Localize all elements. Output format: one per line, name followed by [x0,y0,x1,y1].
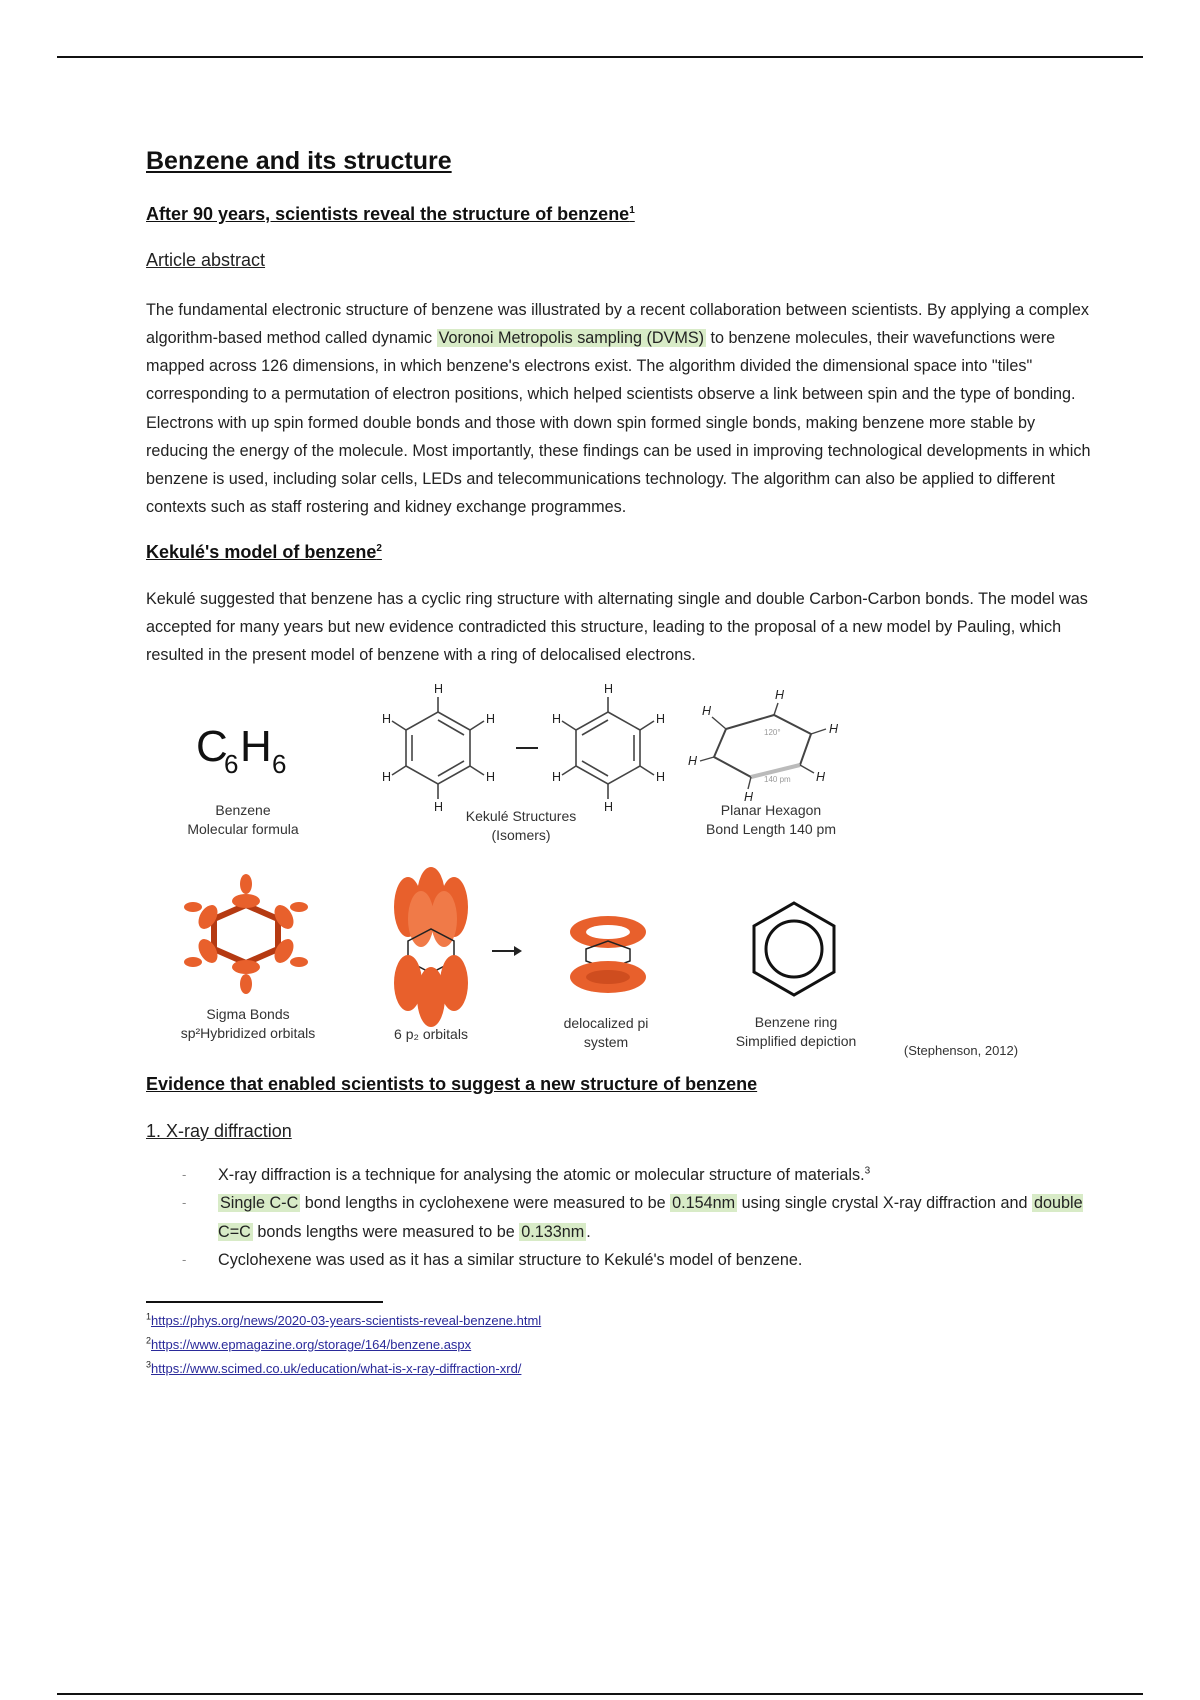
svg-text:H: H [434,682,444,697]
svg-text:H: H [486,770,496,785]
molecular-formula [196,722,286,779]
kekule-heading: Kekulé's model of benzene$^2$ [146,542,382,563]
svg-text:120°: 120° [764,728,781,738]
kekule-paragraph: Kekulé suggested that benzene has a cyclic ring structure with alternating single and double Carbon-Carbon bonds. The model was accepted for many years but new evidence contradicted this structure, leading to the proposal of a new model by Pauling, which resulted in the present model of benzene with a ring of delocalised electrons. [146,589,1088,665]
sigma-caption: Sigma Bonds sp²Hybridized orbitals [180,1006,316,1042]
dvms-highlight: Voronoi Metropolis sampling (DVMS) [438,328,705,347]
svg-text:H: H [552,770,562,785]
svg-text:H: H [240,722,272,772]
footnote-link-1[interactable]: https://phys.org/news/2020-03-years-scientists-reveal-benzene.html [151,1313,542,1328]
abstract-paragraph: The fundamental electronic structure of benzene was illustrated by a recent collaboration between scientists. By applying a complex algorithm-based method called dynamic Voronoi Metropolis sampling (DVMS) to benzene molecules, their wavefunctions were mapped across 126 dimensions, in which benzene's electrons exist. The algorithm divided the dimensional space into "tiles" corresponding to a permutation of electron positions, which helped scientists observe a link between spin and the type of bonding. Electrons with up spin formed double bonds and those with down spin formed single bonds, making benzene more stable by reducing the energy of the molecule. Most importantly, these findings can be used in improving technological developments in which benzene is used, including solar cells, LEDs and telecommunications technology. The algorithm can also be applied to different contexts such as staff rostering and kidney exchange programmes. [146,300,1091,517]
benzene-figure [146,679,1092,1071]
footer-rule [57,1693,1143,1695]
evidence-heading: Evidence that enabled scientists to suggest a new structure of benzene [146,1074,758,1095]
svg-text:H: H [486,712,496,727]
svg-text:6: 6 [272,749,287,780]
xray-bullet-list [146,1161,1092,1274]
svg-text:H: H [744,790,754,805]
sigma-bonds-diagram [184,874,308,994]
p-orbitals-diagram [394,867,468,1027]
svg-text:H: H [604,800,614,815]
pi-system-caption: delocalized pi system [563,1015,649,1051]
hexagon-caption: Planar Hexagon Bond Length 140 pm [706,802,836,838]
footnote-separator [146,1301,383,1303]
planar-hexagon [688,688,839,804]
kekule-caption: Kekulé Structures (Isomers) [465,808,577,844]
figure-citation: (Stephenson, 2012) [903,1043,1019,1059]
delocalization-arrow [492,946,522,956]
svg-text:H: H [829,722,839,737]
document-body [146,146,1092,1381]
svg-text:H: H [382,712,392,727]
svg-text:C: C [196,722,228,772]
svg-text:140 pm: 140 pm [764,775,791,785]
svg-text:H: H [552,712,562,727]
svg-text:H: H [775,688,785,703]
list-item: - X-ray diffraction is a technique for analysing the atomic or molecular structure of materials.$^3$ [146,1161,1092,1189]
kekule-structure-left [392,697,484,799]
svg-text:H: H [434,800,444,815]
p-orbitals-caption: 6 p₂ orbitals [394,1026,468,1043]
article-heading: After 90 years, scientists reveal the structure of benzene$^1$ [146,204,635,224]
footnote-3: $^3$https://www.scimed.co.uk/education/what-is-x-ray-diffraction-xrd/ [146,1359,522,1376]
svg-text:6: 6 [224,749,239,780]
pi-system-diagram [570,916,646,993]
ring-caption: Benzene ring Simplified depiction [735,1014,857,1050]
svg-text:H: H [702,704,712,719]
svg-text:H: H [656,770,666,785]
header-rule [57,56,1143,58]
svg-text:H: H [816,770,826,785]
formula-caption: Benzene Molecular formula [187,802,299,838]
footnote-link-3[interactable]: https://www.scimed.co.uk/education/what-is-x-ray-diffraction-xrd/ [151,1361,522,1376]
kekule-structure-right [562,697,654,799]
svg-text:H: H [604,682,614,697]
page-title: Benzene and its structure [146,147,452,175]
list-item: - Single C-C bond lengths in cyclohexene were measured to be 0.154nm using single crystal X-ray diffraction and double C=C bonds lengths were measured to be 0.133nm . [146,1189,1092,1245]
footnote-2: $^2$https://www.epmagazine.org/storage/164/benzene.aspx [146,1335,472,1352]
svg-text:H: H [656,712,666,727]
benzene-ring-simplified [754,903,834,995]
footnote-1: $^1$https://phys.org/news/2020-03-years-scientists-reveal-benzene.html [146,1311,542,1328]
abstract-subheading: Article abstract [146,250,266,271]
footnote-link-2[interactable]: https://www.epmagazine.org/storage/164/benzene.aspx [151,1337,472,1352]
xray-subheading: 1. X-ray diffraction [146,1120,292,1141]
svg-text:H: H [688,754,698,769]
list-item: - Cyclohexene was used as it has a similar structure to Kekulé's model of benzene. [146,1246,1092,1274]
svg-text:H: H [382,770,392,785]
